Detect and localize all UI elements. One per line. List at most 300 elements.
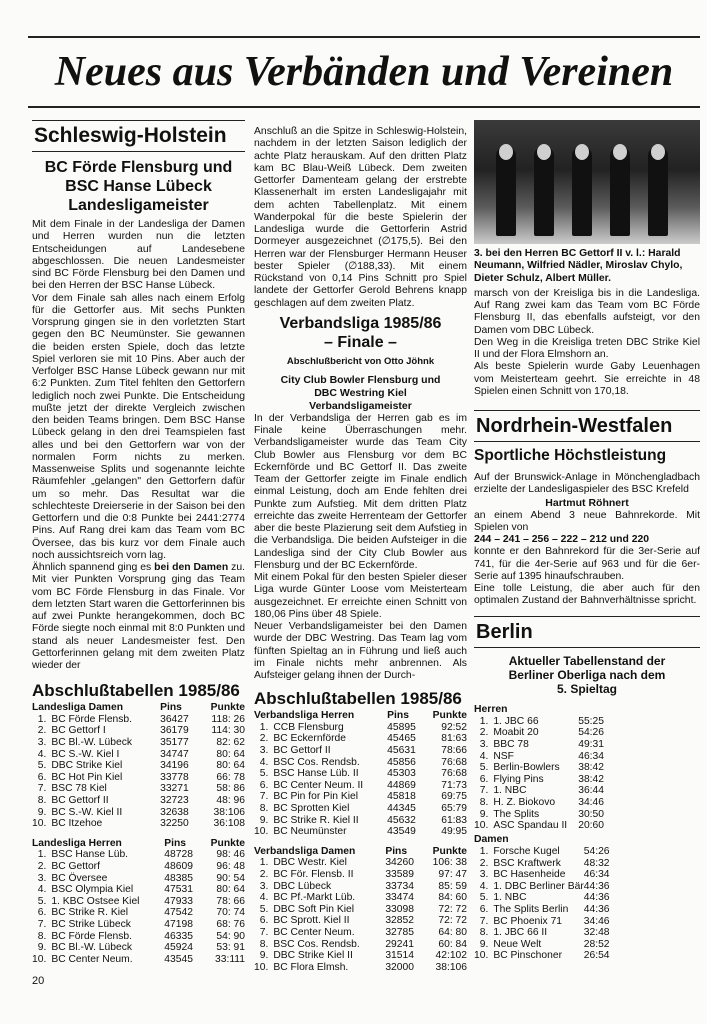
bold-text: bei den Damen (154, 562, 229, 573)
rank: 2. (479, 727, 489, 739)
pins: 36179 (160, 725, 189, 737)
column-header: Punkte (210, 702, 245, 714)
points: 34:46 (578, 797, 604, 809)
points: 66: 78 (216, 771, 245, 783)
points: 26:54 (583, 950, 610, 962)
rank: 4. (479, 880, 489, 892)
points: 44:36 (583, 880, 610, 892)
points: 76:68 (441, 756, 467, 768)
team: BC Hot Pin Kiel (51, 771, 123, 783)
table-row (474, 809, 700, 821)
points: 46:34 (583, 869, 610, 881)
table-row (474, 751, 700, 763)
pins: 47542 (164, 907, 193, 919)
rank: 4. (37, 748, 47, 760)
region-heading-nrw: Nordrhein-Westfalen (474, 410, 700, 442)
points: 90: 54 (216, 872, 245, 884)
team: Forsche Kugel (493, 846, 560, 858)
table-row (474, 869, 706, 881)
rank: 9. (259, 950, 269, 962)
points: 49:31 (578, 739, 604, 751)
rank: 3. (479, 869, 489, 881)
team: BSC Cos. Rendsb. (273, 756, 360, 768)
pins: 32000 (385, 961, 414, 973)
points: 118: 26 (211, 713, 245, 725)
table-row (254, 927, 467, 939)
photo-caption: 3. bei den Herren BC Gettorf II v. l.: Harald Neumann, Wilfried Nädler, Miroslav Chylo, Dieter Schulz, Albert Müller. (474, 248, 683, 284)
rank: 3. (259, 745, 269, 757)
table-row (254, 768, 467, 780)
table-row (474, 939, 706, 951)
table-row (32, 919, 245, 931)
points: 33:111 (215, 953, 245, 965)
table-row (474, 950, 706, 962)
pins: 48385 (164, 872, 193, 884)
points: 54:26 (583, 846, 610, 858)
team: 1. JBC 66 II (493, 927, 548, 939)
points: 72: 72 (438, 915, 467, 927)
table-title: Abschlußtabellen 1985/86 (254, 689, 462, 709)
table-row (254, 939, 467, 951)
table-row (254, 950, 467, 962)
column-2 (254, 126, 467, 973)
rank: 10. (32, 953, 47, 965)
article-title: BC Förde Flensburg und BSC Hanse Lübeck Landesligameister (44, 159, 233, 214)
article-paragraph: In der Verbandsliga der Herren gab es im Finale keine Überraschungen mehr. Verbandsligameister wurde das Team City Club Bowler aus Flensburg vor dem BC Eckernförde und BC Gettorf II. Das zweite Team der Gettorfer zeigte im Finale endlich einmal Leistung, doch am Ende fehlten drei Punkte zum Aufstieg. Mit dem dritten Platz erreichte das zweite Herrenteam der Gettorfer aber die beste Plazierung seit dem Aufstieg in die Verbandsliga. Die beiden Aufsteiger in die Landesliga sind der City Club Bowler aus Flensburg und der BC Eckernförde. (254, 412, 467, 571)
rank: 5. (37, 895, 47, 907)
team: DBC Lübeck (273, 880, 332, 892)
rank: 3. (479, 739, 489, 751)
rank: 6. (259, 779, 269, 791)
table-row (32, 749, 245, 761)
table-row (254, 904, 467, 916)
column-3 (474, 120, 700, 962)
team: NSF (493, 750, 514, 762)
table-verbandsliga-herren (254, 710, 467, 838)
points: 80: 64 (216, 760, 245, 772)
article-paragraph: Als beste Spielerin wurde Gaby Leuenhagen vom Meisterteam geehrt. Sie erreichte in 48 Spielen einen Schnitt von 170,18. (474, 361, 700, 397)
points: 38:42 (578, 762, 604, 774)
damen-label: Damen (474, 833, 509, 845)
team: Neue Welt (493, 938, 542, 950)
table-row (254, 791, 467, 803)
table-row (32, 772, 245, 784)
table-row (254, 757, 467, 769)
team: 1. NBC (493, 785, 527, 797)
table-row (32, 942, 245, 954)
points: 48:32 (583, 857, 610, 869)
table-row (32, 907, 245, 919)
points: 65:79 (441, 803, 467, 814)
rank: 9. (479, 938, 489, 950)
table-landesliga-herren (32, 838, 245, 966)
points: 82: 62 (216, 737, 245, 749)
team: BC Strike R. Kiel II (273, 814, 359, 826)
pins: 45924 (164, 942, 193, 954)
rank: 5. (479, 762, 489, 774)
title-line: Verbandsliga 1985/86 (279, 314, 442, 332)
rank: 9. (37, 942, 47, 954)
article-paragraph: an einem Abend 3 neue Bahnrekorde. Mit Spielen von (474, 509, 700, 533)
verbandsliga-title (254, 314, 467, 352)
rank: 6. (479, 904, 489, 916)
team: BC Strike R. Kiel (51, 907, 129, 919)
rank: 3. (37, 872, 47, 884)
pins: 35177 (160, 737, 189, 749)
column-header: Pins (160, 702, 182, 714)
rank: 2. (37, 860, 47, 872)
team: BC Center Neum. (273, 926, 355, 938)
team: BC Center Neum. II (273, 779, 364, 791)
table-row (254, 815, 467, 827)
rank: 4. (259, 892, 269, 904)
points: 68: 76 (216, 918, 245, 930)
column-header: Verbandsliga Damen (254, 845, 356, 857)
team: BC Pinschoner (493, 950, 563, 962)
team: DBC Westr. Kiel (273, 857, 347, 869)
team: BSC Kraftwerk (493, 857, 561, 869)
points: 38:106 (435, 961, 467, 973)
table-row (474, 904, 706, 916)
text: Ähnlich spannend ging es (32, 562, 155, 573)
team: BC Förde Flensb. (51, 930, 133, 942)
team: BC Gettorf II (51, 795, 109, 806)
team-photo (474, 120, 700, 244)
rank: 4. (259, 756, 269, 768)
team: BC Översee (51, 872, 108, 884)
rank: 8. (259, 938, 269, 950)
article-paragraph: Mit einem Pokal für den besten Spieler dieser Liga wurde Günter Loose vom Meisterteam ausgezeichnet. Er erreichte einen Schnitt von 180,06 Pins über 48 Spiele. (254, 572, 467, 620)
rank: 10. (474, 950, 489, 962)
pins: 45856 (387, 756, 416, 768)
table-row (32, 818, 245, 830)
pins: 45303 (387, 768, 416, 780)
points: 32:48 (583, 927, 610, 939)
pins: 29241 (385, 938, 414, 950)
team: BC Gettorf II (273, 745, 331, 757)
rank: 6. (37, 771, 47, 783)
pins: 34260 (385, 857, 414, 869)
table-row (474, 727, 700, 739)
pins: 34747 (160, 748, 189, 760)
points: 48: 96 (216, 795, 245, 806)
pins: 33474 (385, 892, 414, 904)
pins: 33098 (385, 903, 414, 915)
table-row (32, 931, 245, 943)
rank: 3. (259, 880, 269, 892)
pins: 33271 (160, 783, 189, 795)
team: BC Pf.-Markt Lüb. (273, 892, 356, 904)
pins: 45818 (387, 791, 416, 803)
team: BBC 78 (493, 739, 529, 751)
points: 34:46 (583, 915, 610, 927)
table-row (254, 892, 467, 904)
region-heading-schleswig-holstein: Schleswig-Holstein (32, 120, 245, 152)
pins: 48728 (164, 849, 193, 861)
points: 28:52 (583, 938, 610, 950)
text: zu. Mit vier Punkten Vorsprung ging das Team vom BC Förde Flensburg in das Finale. Vor dem letzten Start waren die Gettorferinnen bis auf zwei Punkte herangekommen, doch BC Förde siegte noch einmal mit 8:0 Punkten und stand als neuer Landesmeister fest. Den Gettorferinnen gelang mit dem zweiten Platz wieder der (32, 562, 245, 671)
pins: 31514 (385, 950, 414, 962)
byline: Abschlußbericht von Otto Jöhnk (286, 355, 435, 367)
pins: 47531 (164, 884, 193, 896)
points: 76:68 (441, 768, 467, 780)
table-row (474, 881, 706, 893)
rank: 8. (479, 927, 489, 939)
table-row (474, 927, 706, 939)
pins: 45895 (387, 721, 416, 733)
points: 20:60 (578, 820, 604, 832)
rank: 1. (479, 846, 489, 858)
table-row (254, 733, 467, 745)
team: BC Sprotten Kiel (273, 803, 350, 814)
points: 36:108 (213, 818, 245, 830)
page-number: 20 (32, 975, 45, 988)
team: The Splits Berlin (493, 904, 569, 916)
team: The Splits (493, 808, 540, 820)
points: 30:50 (578, 808, 604, 820)
team: Flying Pins (493, 773, 544, 785)
team: BC S.-W. Kiel II (51, 806, 123, 818)
table-berlin-damen (474, 846, 706, 962)
points: 106: 38 (432, 857, 467, 869)
rank: 10. (474, 820, 489, 832)
table-row (32, 783, 245, 795)
rank: 2. (479, 857, 489, 869)
table-row (32, 849, 245, 861)
team: BC Bl.-W. Lübeck (51, 737, 133, 749)
points: 97: 47 (438, 868, 467, 880)
table-row (254, 962, 467, 974)
column-header: Landesliga Herren (32, 837, 122, 849)
rank: 6. (259, 915, 269, 927)
table-row (474, 785, 700, 797)
points: 72: 72 (438, 903, 467, 915)
points: 46:34 (578, 750, 604, 762)
team: 1. DBC Berliner Bär (493, 880, 584, 892)
rank: 5. (479, 892, 489, 904)
team: BC S.-W. Kiel I (51, 748, 120, 760)
rank: 8. (259, 803, 269, 814)
rank: 1. (37, 849, 47, 861)
points: 81:63 (441, 733, 467, 745)
points: 78: 66 (216, 895, 245, 907)
team: BSC Cos. Rendsb. (273, 938, 360, 950)
table-row (474, 716, 700, 728)
article-title: Sportliche Höchstleistung (474, 447, 667, 465)
points: 53: 91 (216, 942, 245, 954)
rank: 7. (479, 915, 489, 927)
pins: 36427 (160, 713, 189, 725)
pins: 32638 (160, 806, 189, 818)
points: 44:36 (583, 904, 610, 916)
pins: 33589 (385, 868, 414, 880)
pins: 32785 (385, 926, 414, 938)
rank: 3. (37, 737, 47, 749)
pins: 46335 (164, 930, 193, 942)
pins: 45632 (387, 814, 416, 826)
table-row (474, 739, 700, 751)
team: BC Phoenix 71 (493, 915, 563, 927)
team: BC Flora Elmsh. (273, 961, 349, 973)
rank: 7. (37, 783, 47, 795)
rank: 7. (259, 791, 269, 803)
team: BC Bl.-W. Lübeck (51, 942, 133, 954)
pins: 48609 (164, 860, 193, 872)
team: BC Eckernförde (273, 733, 347, 745)
rank: 8. (37, 930, 47, 942)
team: BC Gettorf I (51, 725, 106, 737)
pins: 47198 (164, 918, 193, 930)
rank: 2. (259, 868, 269, 880)
rank: 5. (259, 903, 269, 915)
team: Berlin-Bowlers (493, 762, 560, 774)
rank: 2. (37, 725, 47, 737)
column-header: Verbandsliga Herren (254, 710, 355, 722)
points: 44:36 (583, 892, 610, 904)
team: BC Förde Flensb. (51, 713, 133, 725)
column-header: Punkte (432, 845, 467, 857)
table-row (474, 820, 700, 832)
team: BSC Hanse Lüb. (51, 849, 129, 861)
table-row (474, 892, 706, 904)
team: BC Itzehoe (51, 818, 103, 830)
points: 92:52 (441, 721, 467, 733)
rank: 6. (479, 773, 489, 785)
points: 70: 74 (216, 907, 245, 919)
team: BSC 78 Kiel (51, 783, 107, 795)
table-row (32, 737, 245, 749)
team: DBC Soft Pin Kiel (273, 903, 355, 915)
table-row (254, 881, 467, 893)
team: BC För. Flensb. II (273, 868, 354, 880)
pins: 33778 (160, 771, 189, 783)
pins: 32852 (385, 915, 414, 927)
table-row (474, 858, 706, 870)
article-paragraph: Neuer Verbandsligameister bei den Damen wurde der DBC Westring. Das Team lag vom fünften Spieltag an in Führung und ließ auch im Finale nichts mehr anbrennen. Als Aufsteiger gelang ihnen der Durch- (254, 621, 467, 681)
table-row (474, 762, 700, 774)
table-verbandsliga-damen (254, 846, 467, 974)
team: DBC Strike Kiel II (273, 950, 353, 962)
table-row (474, 797, 700, 809)
pins: 47933 (164, 895, 193, 907)
rank: 1. (479, 715, 489, 727)
table-row (32, 884, 245, 896)
table-row (254, 915, 467, 927)
table-row (32, 725, 245, 737)
pins: 34196 (160, 760, 189, 772)
pins: 44869 (387, 779, 416, 791)
table-row (32, 861, 245, 873)
table-row (32, 795, 245, 807)
pins: 45631 (387, 745, 416, 757)
table-row (32, 954, 245, 966)
article-paragraph: Anschluß an die Spitze in Schleswig-Holstein, nachdem in der letzten Saison lediglich der achte Platz herauskam. Auf den dritten Platz kam BC Blau-Weiß Lübeck. Dem zweiten Gettorfer Damenteam gelang der erstrebte Klassenerhalt im ersten Landesligajahr mit dem achten Tabellenplatz. Mit einem Wanderpokal für die beste Spielerin der Landesliga wurde die Gettorferin Astrid Dormeyer ausgezeichnet (∅175,5). Bei den Herren war der Flensburger Hermann Heuser bester Spieler (∅188,33). Mit einem Rückstand von 0,14 Pins Schnitt pro Spiel landete der Gettorfer Gerold Behrens knapp geschlagen auf dem zweiten Platz. (254, 126, 467, 309)
article-paragraph (32, 562, 245, 672)
rank: 7. (259, 926, 269, 938)
team: 1. NBC (493, 892, 527, 904)
rank: 10. (32, 818, 47, 830)
table-row (32, 896, 245, 908)
pins: 45465 (387, 733, 416, 745)
article-paragraph: Eine tolle Leistung, die aber auch für den optimalen Zustand der Bahnverhältnisse spricht. (474, 583, 700, 607)
points: 114: 30 (211, 725, 245, 737)
rank: 9. (37, 806, 47, 818)
table-row (254, 780, 467, 792)
rank: 7. (37, 918, 47, 930)
table-row (254, 745, 467, 757)
points: 49:95 (441, 826, 467, 838)
rank: 10. (254, 961, 269, 973)
table-row (254, 869, 467, 881)
pins: 33734 (385, 880, 414, 892)
team: BC Pin for Pin Kiel (273, 791, 359, 803)
article-paragraph: Vor dem Finale sah alles nach einem Erfolg für die Gettorfer aus. Mit sechs Punkten Vorsprung gingen sie in den vorletzten Start gegen den BC Neumünster. Sie gewannen die beiden ersten Spiele, doch das letzte Spiel verloren sie mit 10 Pins. Aber auch der Verfolger BSC Hanse Lübeck gewann nur mit 6:2 Punkten. Zum Titel fehlten den Gettorfern lediglich noch zwei Punkte. Die Entscheidung mußte jetzt der direkte Vergleich zwischen den beiden Teams bringen. Dem BSC Hanse Lübeck gelang in den drei Teamspielen fast alles und bei den Gettorfern war von der normalen Form nichts zu merken. Massenweise Splits und sogenannte leichte Räumfehler „gelangen" den Gettorfern dafür um so mehr. Das Resultat war die schlechteste Dreierserie in der Saison bei den Gettorfern und die 0:8 Punkte bei 2441:2774 Pins. Auf Rang drei kam das Team vom BC Översee, das bis kurz vor dem Finale auch noch aussichtsreich vorn lag. (32, 292, 245, 561)
points: 69:75 (441, 791, 467, 803)
points: 58: 86 (216, 783, 245, 795)
points: 84: 60 (438, 892, 467, 904)
article-paragraph: konnte er den Bahnrekord für die 3er-Serie auf 741, für die 4er-Serie auf 963 und für die 6er-Serie auf 1395 hinaufschrauben. (474, 546, 700, 582)
rank: 4. (479, 750, 489, 762)
points: 64: 80 (438, 926, 467, 938)
table-row (474, 774, 700, 786)
column-header: Pins (387, 710, 409, 722)
points: 38:42 (578, 773, 604, 785)
column-header: Punkte (210, 837, 245, 849)
rank: 1. (259, 721, 269, 733)
berlin-title: Aktueller Tabellenstand der Berliner Oberliga nach dem 5. Spieltag (508, 653, 666, 696)
column-header: Pins (385, 845, 408, 857)
pins: 43545 (164, 953, 193, 965)
rank: 8. (479, 797, 489, 809)
rank: 1. (259, 857, 269, 869)
pins: 32723 (160, 795, 189, 806)
article-paragraph: marsch von der Kreisliga bis in die Landesliga. Auf Rang zwei kam das Team vom BC Förde Flensburg II, das ebenfalls aufsteigt, vor den Damen vom DBC Lübeck. (474, 287, 700, 336)
table-row (32, 714, 245, 726)
team: BSC Hanse Lüb. II (273, 768, 359, 780)
team: BC Gettorf (51, 860, 100, 872)
team: 1. JBC 66 (493, 715, 539, 727)
article-paragraph: Auf der Brunswick-Anlage in Mönchengladbach erzielte der Landesligaspieler des BSC Krefeld (474, 472, 700, 496)
team: BC Neumünster (273, 826, 347, 838)
points: 54:26 (578, 727, 604, 739)
table-berlin-herren (474, 716, 700, 832)
table-row (32, 873, 245, 885)
rank: 10. (254, 826, 269, 838)
team: ASC Spandau II (493, 820, 568, 832)
column-1 (32, 120, 245, 988)
points: 71:73 (441, 779, 467, 791)
rank: 2. (259, 733, 269, 745)
points: 60: 84 (438, 938, 467, 950)
rank: 1. (37, 713, 47, 725)
points: 36:44 (578, 785, 604, 797)
subtitle: City Club Bowler Flensburg und DBC Westring Kiel Verbandsligameister (280, 373, 441, 412)
table-row (474, 846, 706, 858)
points: 98: 46 (216, 849, 245, 861)
title-line: – Finale – (324, 333, 397, 351)
rank: 6. (37, 907, 47, 919)
points: 80: 64 (216, 748, 245, 760)
team: BC Sprott. Kiel II (273, 915, 350, 927)
column-header: Punkte (432, 710, 467, 722)
points: 61:83 (441, 814, 467, 826)
table-row (254, 857, 467, 869)
team: BC Strike Lübeck (51, 918, 131, 930)
rank: 5. (259, 768, 269, 780)
scores: 244 – 241 – 256 – 222 – 212 und 220 (474, 534, 650, 546)
article-paragraph: Mit dem Finale in der Landesliga der Damen und Herren wurden nun die letzten Entscheidungen auf Landesebene abgeschlossen. Die neuen Landesmeister sind BC Förde Flensburg bei den Damen und bei den Herren der BSC Hanse Lübeck. (32, 219, 245, 292)
column-header: Pins (164, 837, 187, 849)
